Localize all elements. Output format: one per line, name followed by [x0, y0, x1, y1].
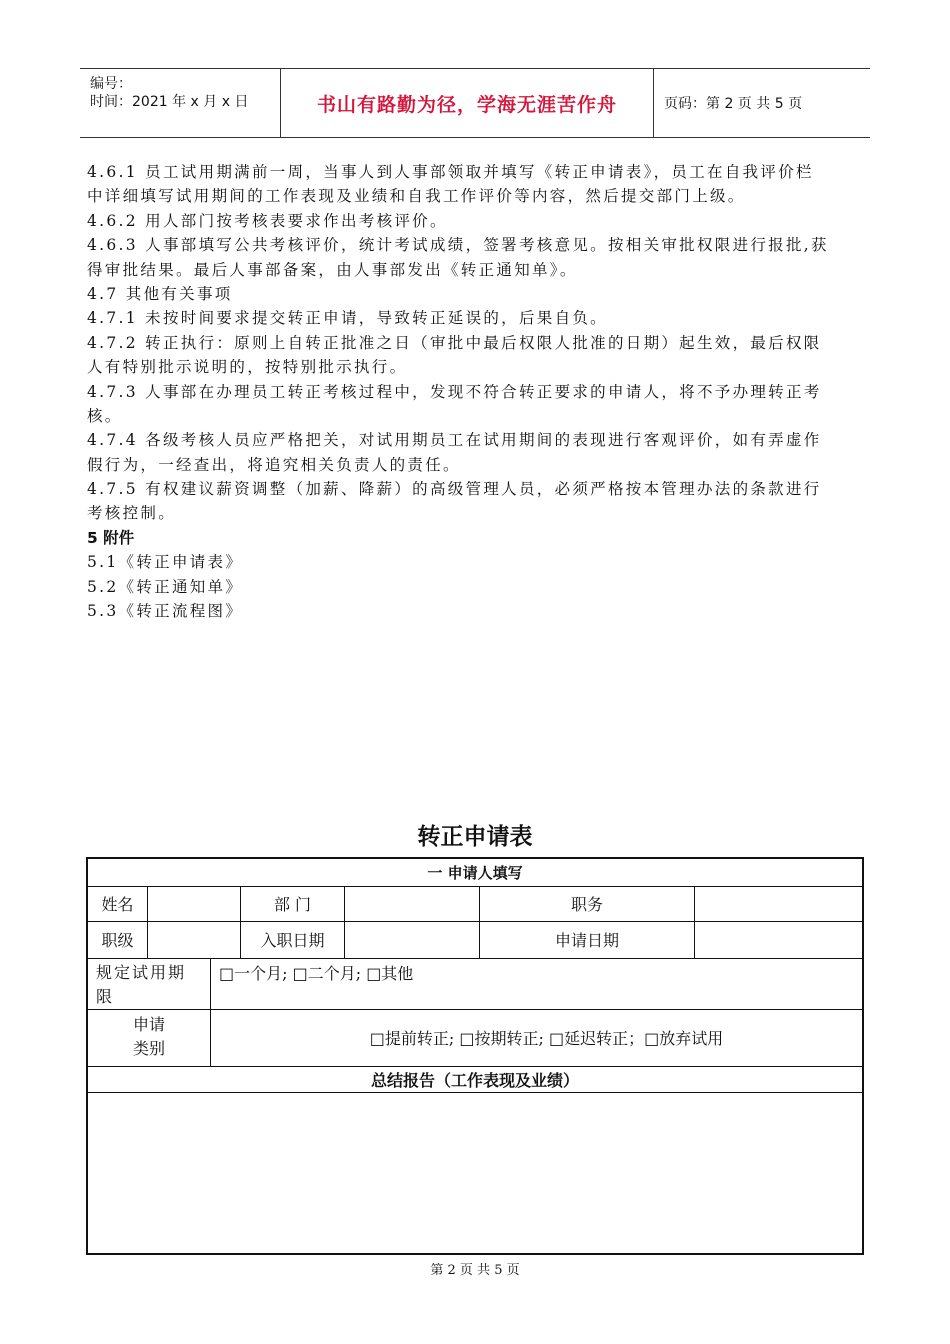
body-line: 5.1《转正申请表》 — [87, 553, 244, 572]
body-line: 人有特别批示说明的，按特别批示执行。 — [87, 358, 408, 377]
section-header: 一 申请人填写 — [427, 864, 523, 882]
body-line: 4.7.1 未按时间要求提交转正申请，导致转正延误的，后果自负。 — [87, 309, 608, 328]
dept-value[interactable] — [345, 886, 480, 921]
body-line: 4.6.2 用人部门按考核表要求作出考核评价。 — [87, 211, 448, 230]
summary-textarea[interactable] — [88, 1092, 862, 1253]
form-title: 转正申请表 — [417, 824, 533, 850]
apply-date-value[interactable] — [695, 921, 862, 958]
probation-label — [88, 958, 211, 1009]
body-line: 5.3《转正流程图》 — [87, 602, 244, 621]
form-row-apply-type — [88, 1009, 862, 1067]
body-line: 假行为，一经查出，将追究相关负责人的责任。 — [87, 455, 461, 474]
body-line: 核。 — [87, 406, 123, 425]
position-value[interactable] — [695, 886, 862, 921]
body-line: 4.7.2 转正执行：原则上自转正批准之日（审批中最后权限人批准的日期）起生效，最后权限 — [87, 333, 822, 352]
number-label: 编号： — [90, 76, 132, 92]
header-meta — [80, 69, 281, 137]
body-line: 得审批结果。最后人事部备案，由人事部发出《转正通知单》。 — [87, 260, 578, 279]
body-line: 考核控制。 — [87, 504, 177, 523]
name-value[interactable] — [148, 886, 241, 921]
apply-type-options[interactable]: □提前转正; □按期转正; □延迟转正；□放弃试用 — [369, 1029, 724, 1048]
time-label: 时间：2021 年 x 月 x 日 — [90, 94, 249, 110]
page-header — [80, 68, 870, 138]
body-line: 4.7.4 各级考核人员应严格把关，对试用期员工在试用期间的表现进行客观评价，如有弄虚作 — [87, 431, 822, 450]
motto: 书山有路勤为径，学海无涯苦作舟 — [316, 93, 617, 116]
summary-label: 总结报告（工作表现及业绩） — [370, 1070, 579, 1090]
rank-value[interactable] — [148, 921, 241, 958]
form-row-probation — [88, 958, 862, 1010]
probation-label-line1: 规定试用期 — [96, 963, 187, 982]
body-line: 4.7.5 有权建议薪资调整（加薪、降薪）的高级管理人员，必须严格按本管理办法的条款进行 — [87, 480, 822, 499]
header-motto-cell — [281, 69, 654, 137]
body-line: 4.7.3 人事部在办理员工转正考核过程中，发现不符合转正要求的申请人，将不予办理转正考 — [87, 382, 822, 401]
name-label: 姓名 — [88, 886, 148, 921]
page-info: 页码：第 2 页 共 5 页 — [664, 96, 803, 112]
apply-type-label-line2: 类别 — [132, 1039, 165, 1058]
form-row-name — [88, 886, 862, 922]
dept-label: 部 门 — [241, 886, 345, 921]
form-row-rank — [88, 921, 862, 959]
body-line: 5.2《转正通知单》 — [87, 577, 244, 596]
apply-date-label: 申请日期 — [480, 921, 695, 958]
body-text — [87, 160, 867, 623]
body-line: 4.6.3 人事部填写公共考核评价，统计考试成绩，签署考核意见。按相关审批权限进行报批,获 — [87, 236, 829, 255]
position-label: 职务 — [480, 886, 695, 921]
probation-label-line2: 限 — [96, 987, 115, 1006]
page-footer: 第 2 页 共 5 页 — [430, 1263, 520, 1278]
probation-options[interactable]: □一个月; □二个月; □其他 — [219, 964, 414, 983]
apply-type-label — [88, 1009, 211, 1066]
hire-date-label: 入职日期 — [241, 921, 345, 958]
header-page-cell — [654, 69, 870, 137]
application-form-table — [86, 857, 864, 1255]
hire-date-value[interactable] — [345, 921, 480, 958]
apply-type-label-line1: 申请 — [132, 1015, 165, 1034]
section-header-row — [88, 859, 862, 887]
body-line: 4.6.1 员工试用期满前一周，当事人到人事部领取并填写《转正申请表》，员工在自我评价栏 — [87, 163, 814, 181]
rank-label: 职级 — [88, 921, 148, 958]
body-line: 中详细填写试用期间的工作表现及业绩和自我工作评价等内容，然后提交部门上级。 — [87, 187, 746, 206]
summary-header-row — [88, 1066, 862, 1093]
body-line: 4.7 其他有关事项 — [87, 284, 233, 303]
section-heading: 5 附件 — [87, 528, 135, 547]
